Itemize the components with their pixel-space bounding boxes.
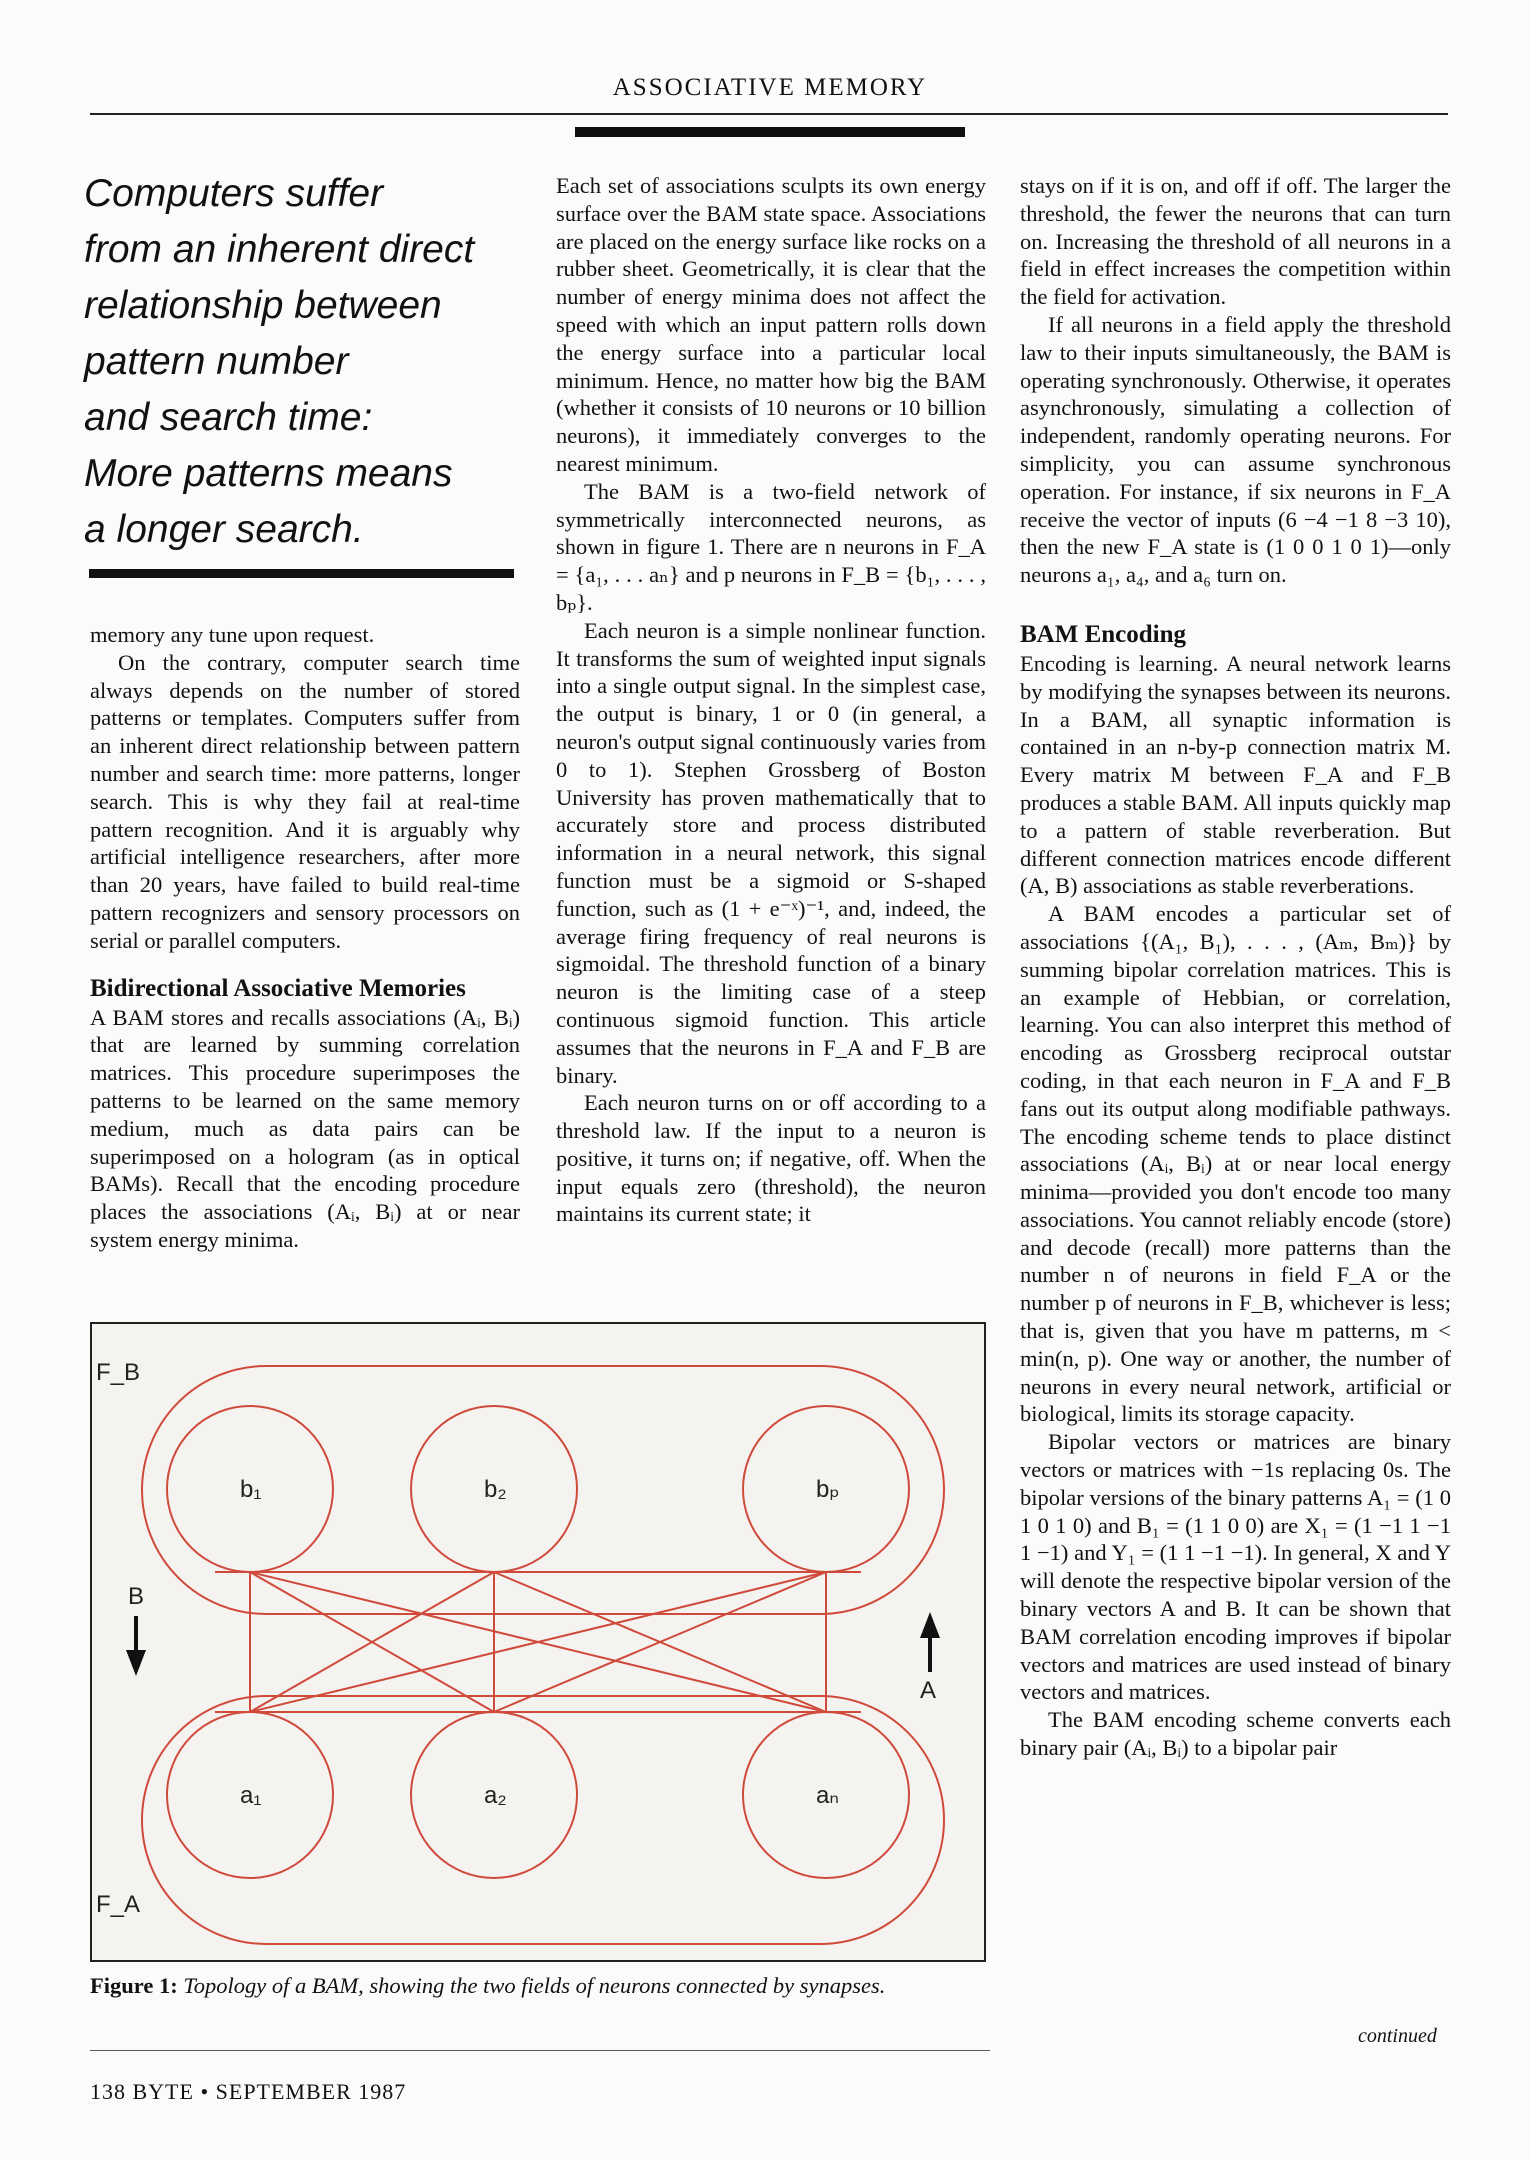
label-bp: bₚ [816,1476,840,1503]
paragraph: Encoding is learning. A neural network learns by modifying the synapses between its neurons. In a BAM, all synaptic information is contained in an n-by-p connection matrix M. Every matrix M between F_A and F_B produces a stable BAM. All inputs quickly map to a pattern of stable reverberation. But different connection matrices encode different (A, B) associations as stable reverberations. [1020,650,1451,899]
label-a1: a₁ [240,1782,262,1809]
figure-1 [90,1322,986,1962]
field-b-label: F_B [96,1359,141,1386]
paragraph: If all neurons in a field apply the threshold law to their inputs simultaneously, the BAM is operating synchronously. Otherwise, it operates asynchronously, simulating a collection of independent, randomly operating neurons. For simplicity, you can assume synchronous operation. For instance, if six neurons in F_A receive the vector of inputs (6 −4 −1 8 −3 10), then the new F_A state is (1 0 0 1 0 1)—only neurons a₁, a₄, and a₆ turn on. [1020,311,1451,588]
arrow-b-label: B [128,1583,145,1610]
running-header: ASSOCIATIVE MEMORY [612,74,928,101]
label-a2: a₂ [484,1782,507,1809]
paragraph: stays on if it is on, and off if off. The larger the threshold, the fewer the neurons that can turn on. Increasing the threshold of all neurons in a field in effect increases the competition within the field for activation. [1020,173,1451,310]
paragraph: Each set of associations sculpts its own energy surface over the BAM state space. Associations are placed on the energy surface like rocks on a rubber sheet. Geometrically, it is clear that the number of energy minima does not affect the speed with which an input pattern rolls down the energy surface into a particular local minimum. Hence, no matter how big the BAM (whether it consists of 10 neurons or 10 billion neurons), it immediately converges to the nearest minimum. [556,173,986,476]
label-an: aₙ [816,1782,839,1809]
paragraph: The BAM encoding scheme converts each binary pair (Aᵢ, Bᵢ) to a bipolar pair [1020,1707,1451,1761]
label-b2: b₂ [484,1476,507,1503]
pull-quote [84,166,524,558]
pull-quote-line: from an inherent direct [84,228,475,271]
section-heading-encoding: BAM Encoding [1020,620,1187,648]
pull-quote-line: More patterns means [84,452,453,495]
header-bar [575,127,965,137]
paragraph: The BAM is a two-field network of symmetrically interconnected neurons, as shown in figure 1. There are n neurons in F_A = {a₁, . . . aₙ} and p neurons in F_B = {b₁, . . . , bₚ}. [556,478,986,615]
continued-label: continued [1358,2025,1437,2047]
paragraph: Each neuron turns on or off according to a threshold law. If the input to a neuron is positive, it turns on; if negative, off. When the input equals zero (threshold), the neuron maintains its current state; it [556,1090,986,1227]
caption-label: Figure 1: [90,1973,178,1998]
paragraph: Bipolar vectors or matrices are binary vectors or matrices with −1s replacing 0s. The bipolar versions of the binary patterns A₁ = (1 0 1 0 1 0) and B₁ = (1 1 0 0) are X₁ = (1 −1 1 −1 1 −1) and Y₁ = (1 1 −1 −1). In general, X and Y will denote the respective bipolar version of the binary vectors A and B. It can be shown that BAM correlation encoding improves if bipolar vectors and matrices are used instead of binary vectors and matrices. [1020,1429,1451,1705]
footer-rule [90,2050,990,2051]
pull-quote-rule [89,569,514,578]
pull-quote-line: relationship between [84,284,442,327]
caption-text: Topology of a BAM, showing the two fields of neurons connected by synapses. [183,1973,886,1998]
header-rule [90,113,1448,115]
pull-quote-line: a longer search. [84,508,364,551]
bam-topology-diagram [92,1324,984,1960]
figure-caption [90,1973,990,1999]
paragraph: Each neuron is a simple nonlinear function. It transforms the sum of weighted input signals into a single output signal. In the simplest case, the output is binary, 1 or 0 (in general, a neuron's output signal continuously varies from 0 to 1). Stephen Grossberg of Boston University has proven mathematically that to accurately store and process distributed information in a neural network, this signal function must be a sigmoid or S-shaped function, such as (1 + e⁻ˣ)⁻¹, and, indeed, the average firing frequency of real neurons is sigmoidal. The threshold function of a binary neuron is the limiting case of a steep continuous sigmoid function. This article assumes that the neurons in F_A and F_B are binary. [556,617,986,1088]
page-footer: 138 BYTE • SEPTEMBER 1987 [90,2079,407,2104]
label-b1: b₁ [240,1476,262,1503]
column-2 [556,172,986,1228]
paragraph: On the contrary, computer search time always depends on the number of stored patterns or templates. Computers suffer from an inherent direct relationship between pattern number and search time: more patterns, longer search. This is why they fail at real-time pattern recognition. And it is arguably why artificial intelligence researchers, after more than 20 years, have failed to build real-time pattern recognizers and sensory processors on serial or parallel computers. [90,649,520,953]
paragraph: memory any tune upon request. [90,622,375,647]
column-3 [1020,172,1451,1762]
arrow-down-head-icon [126,1650,146,1676]
arrow-up-head-icon [920,1612,940,1638]
pull-quote-line: Computers suffer [84,172,384,215]
column-1 [90,621,520,1254]
pull-quote-line: pattern number [84,340,349,383]
field-a-label: F_A [96,1891,141,1918]
pull-quote-line: and search time: [84,396,373,439]
section-heading-bam: Bidirectional Associative Memories [90,974,466,1002]
arrow-a-label: A [920,1677,937,1704]
paragraph: A BAM stores and recalls associations (Aᵢ, Bᵢ) that are learned by summing correlation matrices. This procedure superimposes the patterns to be learned on the same memory medium, much as data pairs can be superimposed on a hologram (as in optical BAMs). Recall that the encoding procedure places the associations (Aᵢ, Bᵢ) at or near system energy minima. [90,1004,520,1252]
paragraph: A BAM encodes a particular set of associations {(A₁, B₁), . . . , (Aₘ, Bₘ)} by summing bipolar correlation matrices. This is an example of Hebbian, or correlation, learning. You can also interpret this method of encoding as Grossberg reciprocal outstar coding, in that each neuron in F_A and F_B fans out its output along modifiable pathways. The encoding scheme tends to place distinct associations (Aᵢ, Bᵢ) at or near local energy minima—provided you don't encode too many associations. You cannot reliably encode (store) and decode (recall) more patterns than the number n of neurons in field F_A or the number p of neurons in F_B, whichever is less; that is, given that you have m patterns, m < min(n, p). One way or another, the number of neurons in every neural network, artificial or biological, limits its storage capacity. [1020,901,1451,1427]
